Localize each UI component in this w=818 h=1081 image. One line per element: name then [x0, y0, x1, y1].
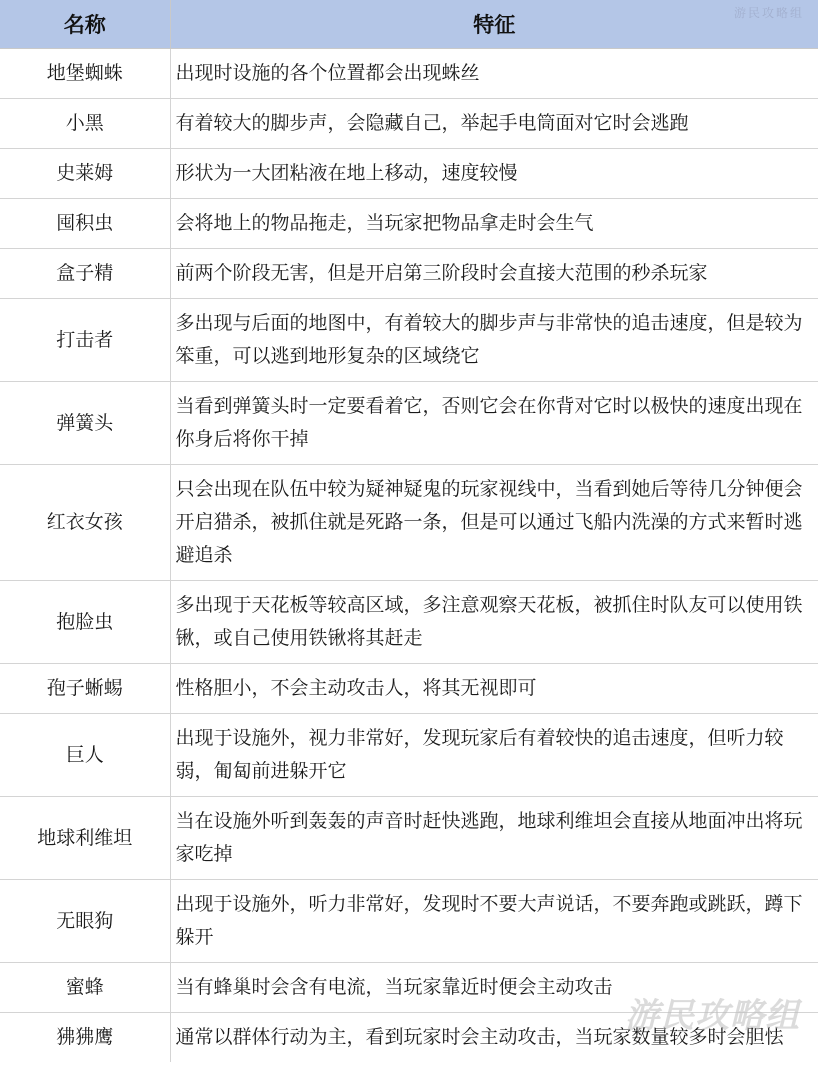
monster-feature-cell: 当在设施外听到轰轰的声音时赶快逃跑，地球利维坦会直接从地面冲出将玩家吃掉: [170, 797, 818, 880]
column-header-feature: 特征: [170, 0, 818, 49]
table-row: [0, 49, 818, 99]
monster-feature-cell: 当看到弹簧头时一定要看着它，否则它会在你背对它时以极快的速度出现在你身后将你干掉: [170, 382, 818, 465]
monster-feature-cell: 通常以群体行动为主，看到玩家时会主动攻击，当玩家数量较多时会胆怯: [175, 1026, 784, 1048]
monster-name-cell: 红衣女孩: [0, 465, 170, 581]
monster-feature-cell: 多出现于天花板等较高区域，多注意观察天花板，被抓住时队友可以使用铁锹，或自己使用铁锹将其赶走: [170, 581, 818, 664]
table-row: [0, 465, 818, 581]
monster-feature-cell: 多出现与后面的地图中，有着较大的脚步声与非常快的追击速度，但是较为笨重，可以逃到地形复杂的区域绕它: [170, 299, 818, 382]
monster-name-cell: 巨人: [0, 714, 170, 797]
table-row: [0, 664, 818, 714]
monster-feature-cell: 形状为一大团粘液在地上移动，速度较慢: [170, 149, 818, 199]
monster-feature-cell: 当有蜂巢时会含有电流，当玩家靠近时便会主动攻击: [170, 963, 818, 1013]
monster-feature-cell: 出现于设施外，视力非常好，发现玩家后有着较快的追击速度，但听力较弱，匍匐前进躲开它: [170, 714, 818, 797]
monster-name-cell: 打击者: [0, 299, 170, 382]
monster-name-cell: 小黑: [0, 99, 170, 149]
monster-feature-cell: 出现时设施的各个位置都会出现蛛丝: [170, 49, 818, 99]
table-row: [0, 581, 818, 664]
column-header-name: 名称: [0, 0, 170, 49]
monster-feature-cell: 只会出现在队伍中较为疑神疑鬼的玩家视线中，当看到她后等待几分钟便会开启猎杀，被抓住就是死路一条，但是可以通过飞船内洗澡的方式来暂时逃避追杀: [170, 465, 818, 581]
monster-name-cell: 无眼狗: [0, 880, 170, 963]
watermark-logo: 游民攻略组: [625, 996, 800, 1036]
table-row: [0, 99, 818, 149]
monster-name-cell: 囤积虫: [0, 199, 170, 249]
table-row: [0, 249, 818, 299]
table-row: [0, 199, 818, 249]
monster-feature-cell: 出现于设施外，听力非常好，发现时不要大声说话，不要奔跑或跳跃，蹲下躲开: [170, 880, 818, 963]
monster-name-cell: 史莱姆: [0, 149, 170, 199]
monster-feature-cell: 前两个阶段无害，但是开启第三阶段时会直接大范围的秒杀玩家: [170, 249, 818, 299]
monster-feature-cell: 会将地上的物品拖走，当玩家把物品拿走时会生气: [170, 199, 818, 249]
table-row: [0, 880, 818, 963]
monster-name-cell: 地球利维坦: [0, 797, 170, 880]
table-row: [0, 382, 818, 465]
monster-name-cell: 地堡蜘蛛: [0, 49, 170, 99]
watermark-top: 游民攻略组: [733, 6, 804, 20]
monster-name-cell: 弹簧头: [0, 382, 170, 465]
monster-name-cell: 孢子蜥蜴: [0, 664, 170, 714]
monster-feature-cell: 有着较大的脚步声，会隐藏自己，举起手电筒面对它时会逃跑: [170, 99, 818, 149]
table-row: [0, 299, 818, 382]
table-body: [0, 49, 818, 1063]
monster-name-cell: 盒子精: [0, 249, 170, 299]
table-row: [0, 797, 818, 880]
table-row: [0, 149, 818, 199]
monster-name-cell: 蜜蜂: [0, 963, 170, 1013]
table-row: [0, 714, 818, 797]
monster-feature-cell: 性格胆小，不会主动攻击人，将其无视即可: [170, 664, 818, 714]
monster-name-cell: 抱脸虫: [0, 581, 170, 664]
table-header-row: [0, 0, 818, 49]
monster-name-cell: 狒狒鹰: [0, 1013, 170, 1063]
